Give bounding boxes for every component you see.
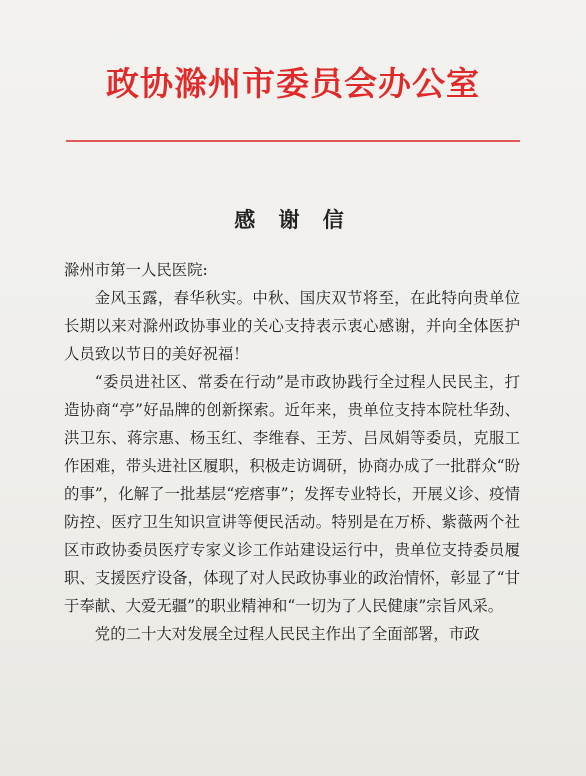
letter-salutation: 滁州市第一人民医院:	[64, 261, 208, 279]
letter-paragraph-3: 党的二十大对发展全过程人民民主作出了全面部署，市政	[94, 625, 480, 643]
letter-body	[64, 256, 520, 648]
letter-paragraph-2: “委员进社区、常委在行动”是市政协践行全过程人民民主，打造协商“亭”好品牌的创新探索。近年来，贵单位支持本院杜华劲、洪卫东、蒋宗惠、杨玉红、李维春、王芳、吕凤娟等委员，克服工作困难，带头进社区履职，积极走访调研，协商办成了一批群众“盼的事”，化解了一批基层“疙瘩事”；发挥专业特长，开展义诊、疫情防控、医疗卫生知识宣讲等便民活动。特别是在万桥、紫薇两个社区市政协委员医疗专家义诊工作站建设运行中，贵单位支持委员履职、支援医疗设备，体现了对人民政协事业的政治情怀，彰显了“甘于奉献、大爱无疆”的职业精神和“一切为了人民健康”宗旨风采。	[64, 373, 520, 615]
letterhead-divider	[66, 140, 520, 142]
letterhead-title: 政协滁州市委员会办公室	[106, 64, 480, 103]
letter-paragraph-1: 金风玉露，春华秋实。中秋、国庆双节将至，在此特向贵单位长期以来对滁州政协事业的关心支持表示衷心感谢，并向全体医护人员致以节日的美好祝福！	[64, 289, 520, 363]
letter-title: 感 谢 信	[234, 207, 352, 232]
